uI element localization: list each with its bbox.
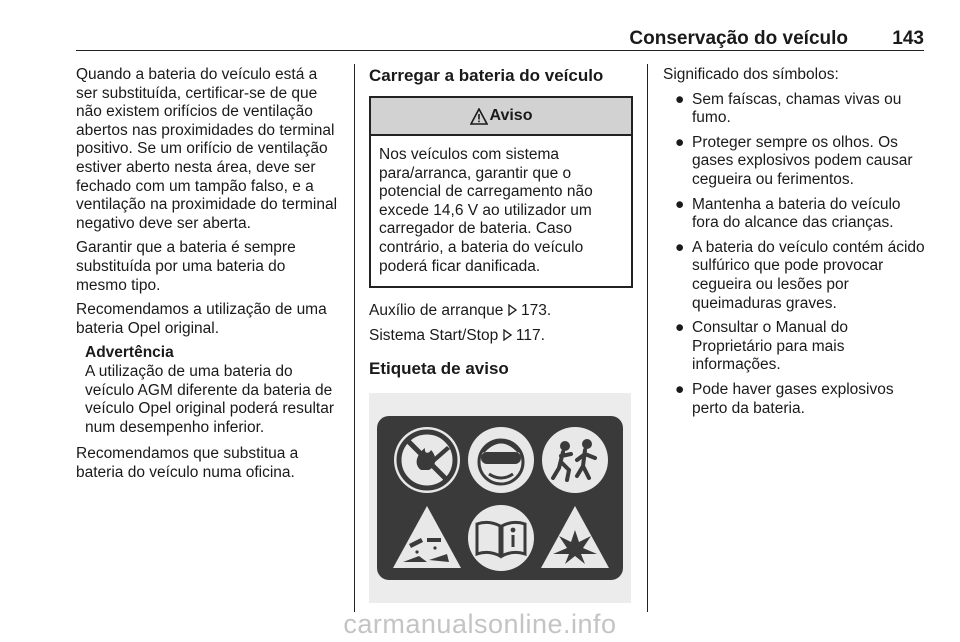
bullet-icon: ● xyxy=(675,195,685,213)
page-number: 143 xyxy=(892,28,924,49)
column-3 xyxy=(663,66,925,424)
advertencia-text: A utilização de uma bateria do veículo AGM diferente da bateria de veículo Opel original poderá resultar num desempenho inferior. xyxy=(85,362,334,436)
aviso-box xyxy=(369,96,633,288)
paragraph-workshop: Recomendamos que substitua a bateria do veículo numa oficina. xyxy=(76,445,299,481)
paragraph-vent-holes: Quando a bateria do veículo está a ser substituída, certificar-se de que não existem orifícios de ventilação abertos nas proximidades do terminal positivo. Se um orifício de ventilação estiver aberto nesta área, deve ser fechado com um tampão falso, e a ventilação na proximidade do terminal negativo deve ser aberta. xyxy=(76,66,338,232)
eye-protection-icon xyxy=(465,424,537,496)
xref-jump-start: Auxílio de arranque 173. xyxy=(369,302,552,320)
header-rule xyxy=(76,50,924,51)
symbols-intro: Significado dos símbolos: xyxy=(663,66,839,83)
warning-label-image xyxy=(369,393,631,603)
bullet-icon: ● xyxy=(675,380,685,398)
column-1 xyxy=(76,66,340,488)
keep-children-away-icon xyxy=(539,424,611,496)
bullet-icon: ● xyxy=(675,319,685,337)
advertencia-note xyxy=(85,344,340,437)
no-flame-icon xyxy=(391,424,463,496)
warning-label-panel xyxy=(377,416,623,580)
advertencia-heading: Advertência xyxy=(85,344,174,362)
list-item: ● Proteger sempre os olhos. Os gases explosivos podem causar cegueira ou ferimentos. xyxy=(675,133,913,188)
page-title: Conservação do veículo xyxy=(629,28,848,49)
explosive-gas-icon xyxy=(539,502,611,574)
xref-start-stop: Sistema Start/Stop 117. xyxy=(369,326,545,344)
corrosive-acid-icon xyxy=(391,502,463,574)
aviso-header xyxy=(371,98,631,136)
aviso-text: Nos veículos com sistema para/arranca, garantir que o potencial de carregamento não excede 14,6 V ao utilizador um carregador de bateria. Caso contrário, a bateria do veículo poderá ficar danificada. xyxy=(379,146,593,275)
section-heading-warning-label: Etiqueta de aviso xyxy=(369,359,509,379)
page-header xyxy=(76,28,924,52)
paragraph-opel-battery: Recomendamos a utilização de uma bateria Opel original. xyxy=(76,301,327,337)
column-divider-2 xyxy=(647,64,648,612)
bullet-icon: ● xyxy=(675,133,685,151)
watermark: carmanualsonline.info xyxy=(343,609,617,639)
page-reference-arrow-icon xyxy=(503,329,512,341)
list-item: ● Consultar o Manual do Proprietário para mais informações. xyxy=(675,319,848,374)
list-item: ● A bateria do veículo contém ácido sulfúrico que pode provocar cegueira ou lesões por queimaduras graves. xyxy=(675,238,925,312)
bullet-icon: ● xyxy=(675,90,685,108)
owners-manual-icon xyxy=(465,502,537,574)
column-2 xyxy=(369,66,633,603)
list-item: ● Mantenha a bateria do veículo fora do alcance das crianças. xyxy=(675,195,901,232)
section-heading-charging: Carregar a bateria do veículo xyxy=(369,66,604,85)
aviso-heading: Aviso xyxy=(489,106,533,124)
paragraph-same-type: Garantir que a bateria é sempre substituída por uma bateria do mesmo tipo. xyxy=(76,239,296,294)
bullet-icon: ● xyxy=(675,238,685,256)
list-item: ● Pode haver gases explosivos perto da bateria. xyxy=(675,380,894,417)
list-item: ● Sem faíscas, chamas vivas ou fumo. xyxy=(675,90,902,127)
symbols-list xyxy=(663,91,925,419)
warning-triangle-icon xyxy=(470,108,488,125)
column-divider-1 xyxy=(354,64,355,612)
page-reference-arrow-icon xyxy=(508,304,517,316)
